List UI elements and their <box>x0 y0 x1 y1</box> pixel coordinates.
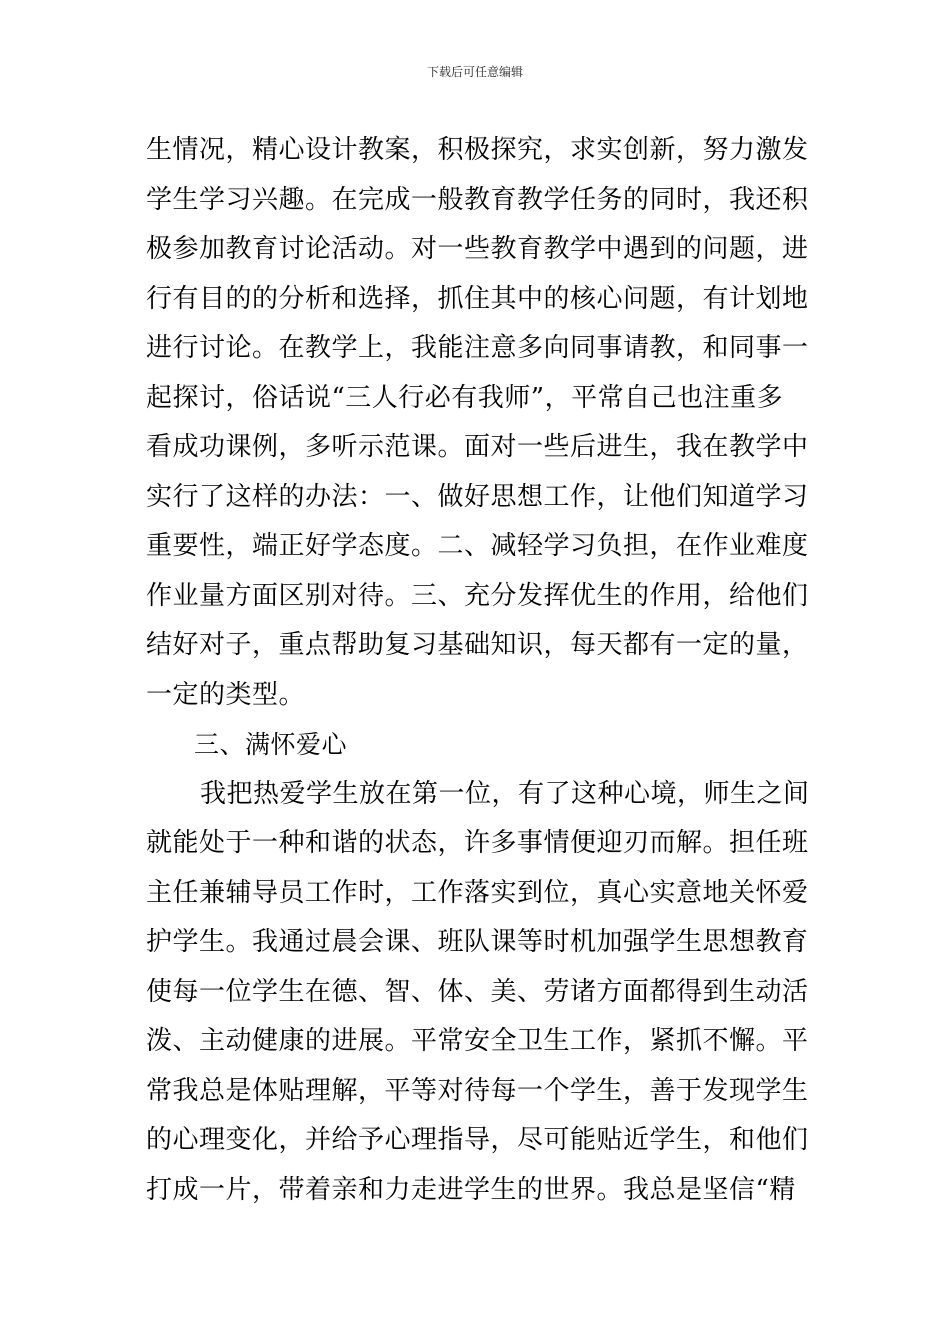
text-line: 我把热爱学生放在第一位，有了这种心境，师生之间 <box>200 778 810 809</box>
text-line: 起探讨，俗话说“三人行必有我师”，平常自己也注重多 <box>146 382 784 413</box>
text-line: 看成功课例，多听示范课。面对一些后进生，我在教学中 <box>146 432 809 462</box>
text-line: 结好对子，重点帮助复习基础知识，每天都有一定的量， <box>146 630 809 660</box>
text-line: 行有目的的分析和选择，抓住其中的核心问题，有计划地 <box>146 283 809 314</box>
text-line: 学生学习兴趣。在完成一般教育教学任务的同时，我还积 <box>146 184 809 215</box>
text-line: 就能处于一种和谐的状态，许多事情便迎刃而解。担任班 <box>146 828 809 858</box>
text-line: 进行讨论。在教学上，我能注意多向同事请教，和同事一 <box>146 333 809 363</box>
text-line: 打成一片，带着亲和力走进学生的世界。我总是坚信“精 <box>146 1174 796 1205</box>
text-line: 使每一位学生在德、智、体、美、劳诸方面都得到生动活 <box>146 976 809 1007</box>
text-line: 的心理变化，并给予心理指导，尽可能贴近学生，和他们 <box>146 1125 809 1155</box>
text-line: 实行了这样的办法：一、做好思想工作，让他们知道学习 <box>146 481 809 512</box>
section-heading: 三、满怀爱心 <box>194 730 348 759</box>
text-line: 常我总是体贴理解，平等对待每一个学生，善于发现学生 <box>146 1075 809 1106</box>
text-line: 主任兼辅导员工作时，工作落实到位，真心实意地关怀爱 <box>146 877 809 908</box>
text-line: 重要性，端正好学态度。二、减轻学习负担，在作业难度 <box>146 531 809 561</box>
text-line: 作业量方面区别对待。三、充分发挥优生的作用，给他们 <box>146 580 809 611</box>
page-header: 下载后可任意编辑 <box>426 65 523 79</box>
text-line: 极参加教育讨论活动。对一些教育教学中遇到的问题，进 <box>146 234 809 264</box>
text-line: 一定的类型。 <box>146 679 306 710</box>
text-line: 生情况，精心设计教案，积极探究，求实创新，努力激发 <box>146 135 809 165</box>
document-body <box>146 126 816 1215</box>
text-line: 护学生。我通过晨会课、班队课等时机加强学生思想教育 <box>146 927 809 957</box>
text-line: 泼、主动健康的进展。平常安全卫生工作，紧抓不懈。平 <box>146 1026 809 1056</box>
